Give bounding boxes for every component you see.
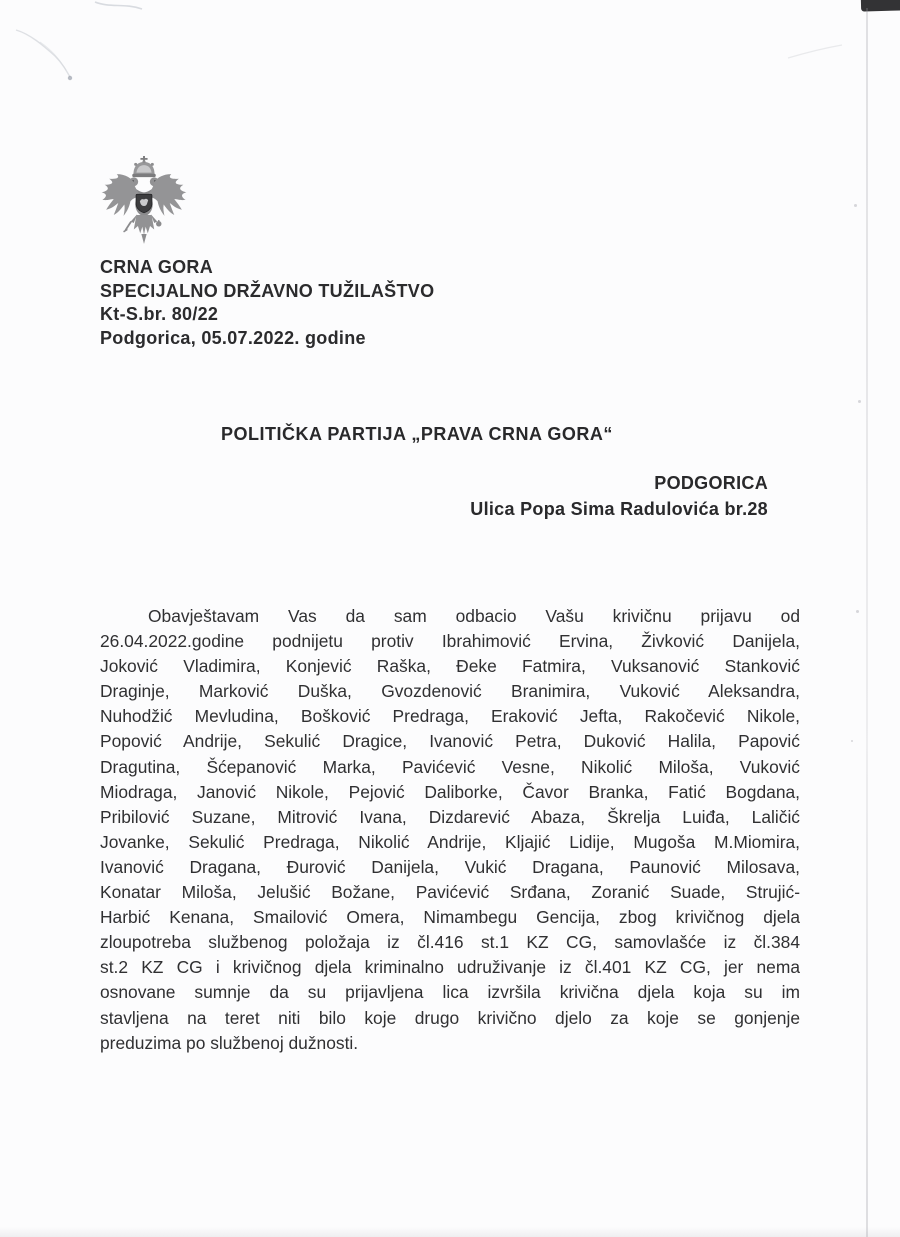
body-line: st.2 KZ CG i krivičnog djela kriminalno udruživanje iz čl.401 KZ CG, jer nema bbox=[100, 957, 800, 978]
body-line: zloupotreba službenog položaja iz čl.416 st.1 KZ CG, samovlašće iz čl.384 bbox=[100, 932, 800, 953]
scan-speck bbox=[854, 204, 857, 207]
scan-speck bbox=[851, 740, 853, 742]
body-line: Ivanović Dragana, Đurović Danijela, Vukić Dragana, Paunović Milosava, bbox=[100, 856, 800, 877]
letterhead-country: CRNA GORA bbox=[100, 257, 214, 277]
body-line: preduzima po službenoj dužnosti. bbox=[100, 1032, 359, 1053]
body-line: Miodraga, Janović Nikole, Pejović Daliborke, Čavor Branka, Fatić Bogdana, bbox=[100, 781, 800, 802]
scan-page-edge-line bbox=[866, 8, 868, 1237]
body-line: osnovane sumnje da su prijavljena lica izvršila krivična djela koja su im bbox=[100, 982, 800, 1003]
body-line: Nuhodžić Mevludina, Bošković Predraga, Eraković Jefta, Rakočević Nikole, bbox=[100, 706, 800, 727]
body-line: Konatar Miloša, Jelušić Božane, Pavićević Srđana, Zoranić Suade, Strujić- bbox=[100, 882, 800, 903]
body-line: Harbić Kenana, Smailović Omera, Nimambegu Gencija, zbog krivičnog djela bbox=[100, 907, 800, 928]
scan-speck bbox=[858, 400, 861, 403]
coat-of-arms-icon bbox=[98, 156, 190, 262]
letterhead-place-date: Podgorica, 05.07.2022. godine bbox=[100, 327, 366, 348]
letterhead bbox=[100, 256, 434, 350]
body-line: 26.04.2022.godine podnijetu protiv Ibrahimović Ervina, Živković Danijela, bbox=[100, 631, 800, 652]
recipient-address-block bbox=[470, 470, 768, 522]
recipient-street: Ulica Popa Sima Radulovića br.28 bbox=[470, 499, 768, 519]
recipient-party: POLITIČKA PARTIJA „PRAVA CRNA GORA“ bbox=[221, 424, 613, 444]
letterhead-office: SPECIJALNO DRŽAVNO TUŽILAŠTVO bbox=[100, 280, 435, 301]
body-line: Jovanke, Sekulić Predraga, Nikolić Andrije, Kljajić Lidije, Mugoša M.Miomira, bbox=[100, 831, 800, 852]
scan-faint-line bbox=[780, 40, 850, 65]
body-line: Joković Vladimira, Konjević Raška, Đeke Fatmira, Vuksanović Stanković bbox=[100, 656, 800, 677]
recipient-city: PODGORICA bbox=[654, 473, 768, 493]
body-paragraph bbox=[100, 604, 800, 1056]
letterhead-case-number: Kt-S.br. 80/22 bbox=[100, 304, 219, 324]
body-line: Dragutina, Šćepanović Marka, Pavićević Vesne, Nikolić Miloša, Vuković bbox=[100, 756, 800, 777]
body-line: Pribilović Suzane, Mitrović Ivana, Dizdarević Abaza, Škrelja Luiđa, Laličić bbox=[100, 806, 800, 827]
scan-pencil-squiggle bbox=[0, 0, 260, 110]
body-line: Obavještavam Vas da sam odbacio Vašu krivičnu prijavu od bbox=[148, 606, 800, 626]
body-line: stavljena na teret niti bilo koje drugo krivično djelo za koje se gonjenje bbox=[100, 1007, 800, 1028]
scan-speck bbox=[856, 610, 859, 613]
body-line: Popović Andrije, Sekulić Dragice, Ivanović Petra, Duković Halila, Papović bbox=[100, 731, 800, 752]
scan-bottom-shade bbox=[0, 1227, 900, 1237]
body-line: Draginje, Marković Duška, Gvozdenović Branimira, Vuković Aleksandra, bbox=[100, 681, 800, 702]
